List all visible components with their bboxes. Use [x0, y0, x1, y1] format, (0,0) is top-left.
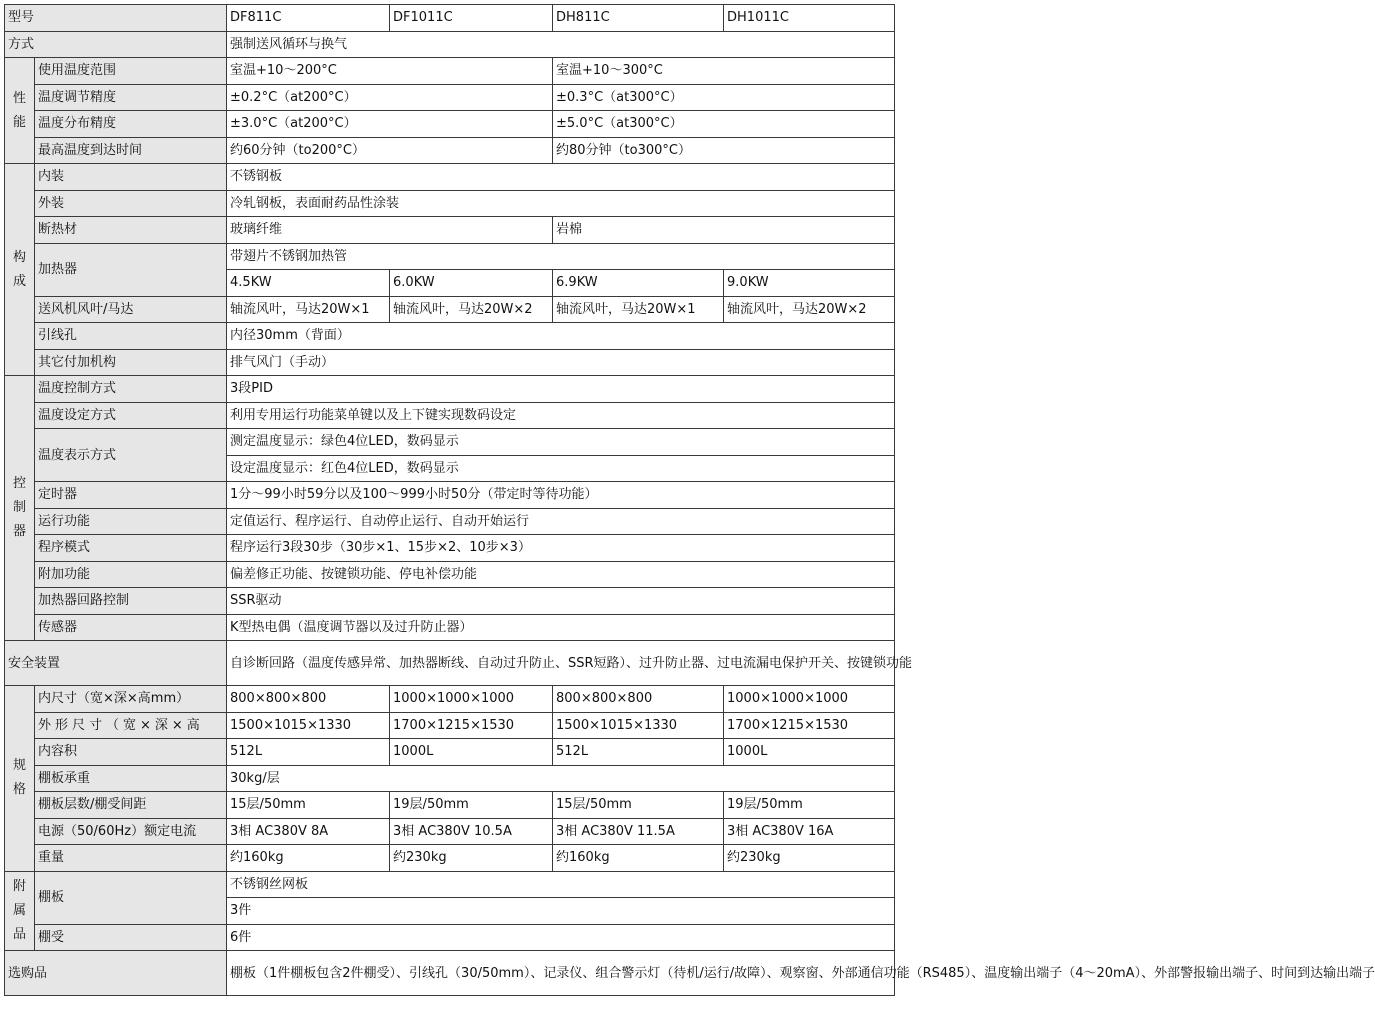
perf-row-distribution — [5, 111, 895, 138]
model-df811c: DF811C — [227, 5, 390, 32]
control-method-value: 3段PID — [227, 376, 895, 403]
shelf-support-value: 6件 — [227, 924, 895, 951]
weight-value: 约230kg — [724, 845, 895, 872]
shelf-support-label: 棚受 — [35, 924, 227, 951]
volume-value: 1000L — [724, 739, 895, 766]
inner-size-value: 800×800×800 — [553, 686, 724, 713]
method-value: 强制送风循环与换气 — [227, 31, 895, 58]
program-value: 程序运行3段30步（30步×1、15步×2、10步×3） — [227, 535, 895, 562]
insulation-df: 玻璃纤维 — [227, 217, 553, 244]
options-row — [5, 951, 895, 996]
shelf-load-label: 棚板承重 — [35, 765, 227, 792]
display-measured: 测定温度显示：绿色4位LED，数码显示 — [227, 429, 895, 456]
shelf-count-label: 棚板层数/棚受间距 — [35, 792, 227, 819]
spec-row-outer-size — [5, 712, 895, 739]
sensor-label: 传感器 — [35, 614, 227, 641]
perf-df-value: 约60分钟（to200°C） — [227, 137, 553, 164]
spec-row-shelf-count — [5, 792, 895, 819]
perf-dh-value: ±0.3°C（at300°C） — [553, 84, 895, 111]
heater-power: 4.5KW — [227, 270, 390, 297]
model-row — [5, 5, 895, 32]
const-row-outer — [5, 190, 895, 217]
const-row-cable — [5, 323, 895, 350]
outer-size-value: 1500×1015×1330 — [553, 712, 724, 739]
outer-value: 冷轧钢板，表面耐药品性涂装 — [227, 190, 895, 217]
weight-value: 约230kg — [390, 845, 553, 872]
ctrl-row-extra — [5, 561, 895, 588]
timer-value: 1分～99小时59分以及100～999小时50分（带定时等待功能） — [227, 482, 895, 509]
heater-label: 加热器 — [35, 243, 227, 296]
shelf-load-value: 30kg/层 — [227, 765, 895, 792]
perf-label: 温度分布精度 — [35, 111, 227, 138]
control-method-label: 温度控制方式 — [35, 376, 227, 403]
inner-size-label: 内尺寸（宽×深×高mm） — [35, 686, 227, 713]
inner-size-value: 1000×1000×1000 — [390, 686, 553, 713]
model-dh1011c: DH1011C — [724, 5, 895, 32]
spec-row-power — [5, 818, 895, 845]
fan-value: 轴流风叶，马达20W×1 — [227, 296, 390, 323]
heater-power: 6.0KW — [390, 270, 553, 297]
heater-ctrl-label: 加热器回路控制 — [35, 588, 227, 615]
setting-method-label: 温度设定方式 — [35, 402, 227, 429]
other-value: 排气风门（手动） — [227, 349, 895, 376]
safety-value: 自诊断回路（温度传感异常、加热器断线、自动过升防止、SSR短路）、过升防止器、过电流漏电保护开关、按键锁功能 — [227, 641, 895, 686]
power-value: 3相 AC380V 16A — [724, 818, 895, 845]
heater-power: 9.0KW — [724, 270, 895, 297]
weight-label: 重量 — [35, 845, 227, 872]
acc-row-support — [5, 924, 895, 951]
ctrl-row-display-measured — [5, 429, 895, 456]
perf-df-value: ±0.2°C（at200°C） — [227, 84, 553, 111]
spec-row-inner-size — [5, 686, 895, 713]
insulation-label: 断热材 — [35, 217, 227, 244]
ctrl-row-heater — [5, 588, 895, 615]
fan-label: 送风机风叶/马达 — [35, 296, 227, 323]
options-value: 棚板（1件棚板包含2件棚受）、引线孔（30/50mm）、记录仪、组合警示灯（待机/运行/故障）、观察窗、外部通信功能（RS485）、温度输出端子（4～20mA）、外部警报输出端子、时间到达输出端子 — [227, 951, 895, 996]
inner-value: 不锈钢板 — [227, 164, 895, 191]
const-row-heater — [5, 243, 895, 270]
run-value: 定值运行、程序运行、自动停止运行、自动开始运行 — [227, 508, 895, 535]
ctrl-row-program — [5, 535, 895, 562]
model-df1011c: DF1011C — [390, 5, 553, 32]
model-label: 型号 — [5, 5, 227, 32]
shelf-count-value: 19层/50mm — [724, 792, 895, 819]
specs-group: 规格 — [5, 686, 35, 872]
shelf-count-value: 19层/50mm — [390, 792, 553, 819]
outer-size-value: 1500×1015×1330 — [227, 712, 390, 739]
setting-method-value: 利用专用运行功能菜单键以及上下键实现数码设定 — [227, 402, 895, 429]
spec-row-volume — [5, 739, 895, 766]
power-value: 3相 AC380V 8A — [227, 818, 390, 845]
shelf-qty: 3件 — [227, 898, 895, 925]
inner-label: 内装 — [35, 164, 227, 191]
ctrl-row-run — [5, 508, 895, 535]
perf-dh-value: 约80分钟（to300°C） — [553, 137, 895, 164]
outer-size-value: 1700×1215×1530 — [390, 712, 553, 739]
fan-value: 轴流风叶，马达20W×2 — [724, 296, 895, 323]
ctrl-row-timer — [5, 482, 895, 509]
insulation-dh: 岩棉 — [553, 217, 895, 244]
perf-df-value: ±3.0°C（at200°C） — [227, 111, 553, 138]
heater-power: 6.9KW — [553, 270, 724, 297]
perf-df-value: 室温+10～200°C — [227, 58, 553, 85]
display-set: 设定温度显示：红色4位LED，数码显示 — [227, 455, 895, 482]
shelf-count-value: 15层/50mm — [553, 792, 724, 819]
perf-label: 使用温度范围 — [35, 58, 227, 85]
weight-value: 约160kg — [553, 845, 724, 872]
acc-row-shelf — [5, 871, 895, 898]
const-row-insulation — [5, 217, 895, 244]
weight-value: 约160kg — [227, 845, 390, 872]
perf-dh-value: 室温+10～300°C — [553, 58, 895, 85]
power-label: 电源（50/60Hz）额定电流 — [35, 818, 227, 845]
inner-size-value: 1000×1000×1000 — [724, 686, 895, 713]
perf-row-time — [5, 137, 895, 164]
ctrl-row-sensor — [5, 614, 895, 641]
program-label: 程序模式 — [35, 535, 227, 562]
heater-ctrl-value: SSR驱动 — [227, 588, 895, 615]
perf-row-range — [5, 58, 895, 85]
cable-hole-label: 引线孔 — [35, 323, 227, 350]
perf-label: 温度调节精度 — [35, 84, 227, 111]
heater-value: 带翅片不锈钢加热管 — [227, 243, 895, 270]
cable-hole-value: 内径30mm（背面） — [227, 323, 895, 350]
controller-group: 控制器 — [5, 376, 35, 641]
sensor-value: K型热电偶（温度调节器以及过升防止器） — [227, 614, 895, 641]
options-label: 选购品 — [5, 951, 227, 996]
perf-dh-value: ±5.0°C（at300°C） — [553, 111, 895, 138]
volume-value: 1000L — [390, 739, 553, 766]
fan-value: 轴流风叶，马达20W×1 — [553, 296, 724, 323]
power-value: 3相 AC380V 11.5A — [553, 818, 724, 845]
inner-size-value: 800×800×800 — [227, 686, 390, 713]
safety-row — [5, 641, 895, 686]
spec-row-shelf-load — [5, 765, 895, 792]
spec-row-weight — [5, 845, 895, 872]
method-label: 方式 — [5, 31, 227, 58]
volume-value: 512L — [227, 739, 390, 766]
ctrl-row-method — [5, 376, 895, 403]
extra-value: 偏差修正功能、按键锁功能、停电补偿功能 — [227, 561, 895, 588]
run-label: 运行功能 — [35, 508, 227, 535]
fan-value: 轴流风叶，马达20W×2 — [390, 296, 553, 323]
construction-group: 构成 — [5, 164, 35, 376]
outer-label: 外装 — [35, 190, 227, 217]
extra-label: 附加功能 — [35, 561, 227, 588]
const-row-other — [5, 349, 895, 376]
volume-value: 512L — [553, 739, 724, 766]
accessories-group: 附属品 — [5, 871, 35, 951]
perf-label: 最高温度到达时间 — [35, 137, 227, 164]
timer-label: 定时器 — [35, 482, 227, 509]
spec-table — [4, 4, 1375, 996]
shelf-count-value: 15层/50mm — [227, 792, 390, 819]
volume-label: 内容积 — [35, 739, 227, 766]
display-label: 温度表示方式 — [35, 429, 227, 482]
outer-size-label: 外形尺寸（宽×深×高 — [35, 712, 227, 739]
outer-size-value: 1700×1215×1530 — [724, 712, 895, 739]
other-label: 其它付加机构 — [35, 349, 227, 376]
safety-label: 安全装置 — [5, 641, 227, 686]
perf-row-control — [5, 84, 895, 111]
const-row-fan — [5, 296, 895, 323]
model-dh811c: DH811C — [553, 5, 724, 32]
shelf-label: 棚板 — [35, 871, 227, 924]
power-value: 3相 AC380V 10.5A — [390, 818, 553, 845]
shelf-value: 不锈钢丝网板 — [227, 871, 895, 898]
method-row — [5, 31, 895, 58]
performance-group: 性能 — [5, 58, 35, 164]
ctrl-row-setting — [5, 402, 895, 429]
const-row-inner — [5, 164, 895, 191]
